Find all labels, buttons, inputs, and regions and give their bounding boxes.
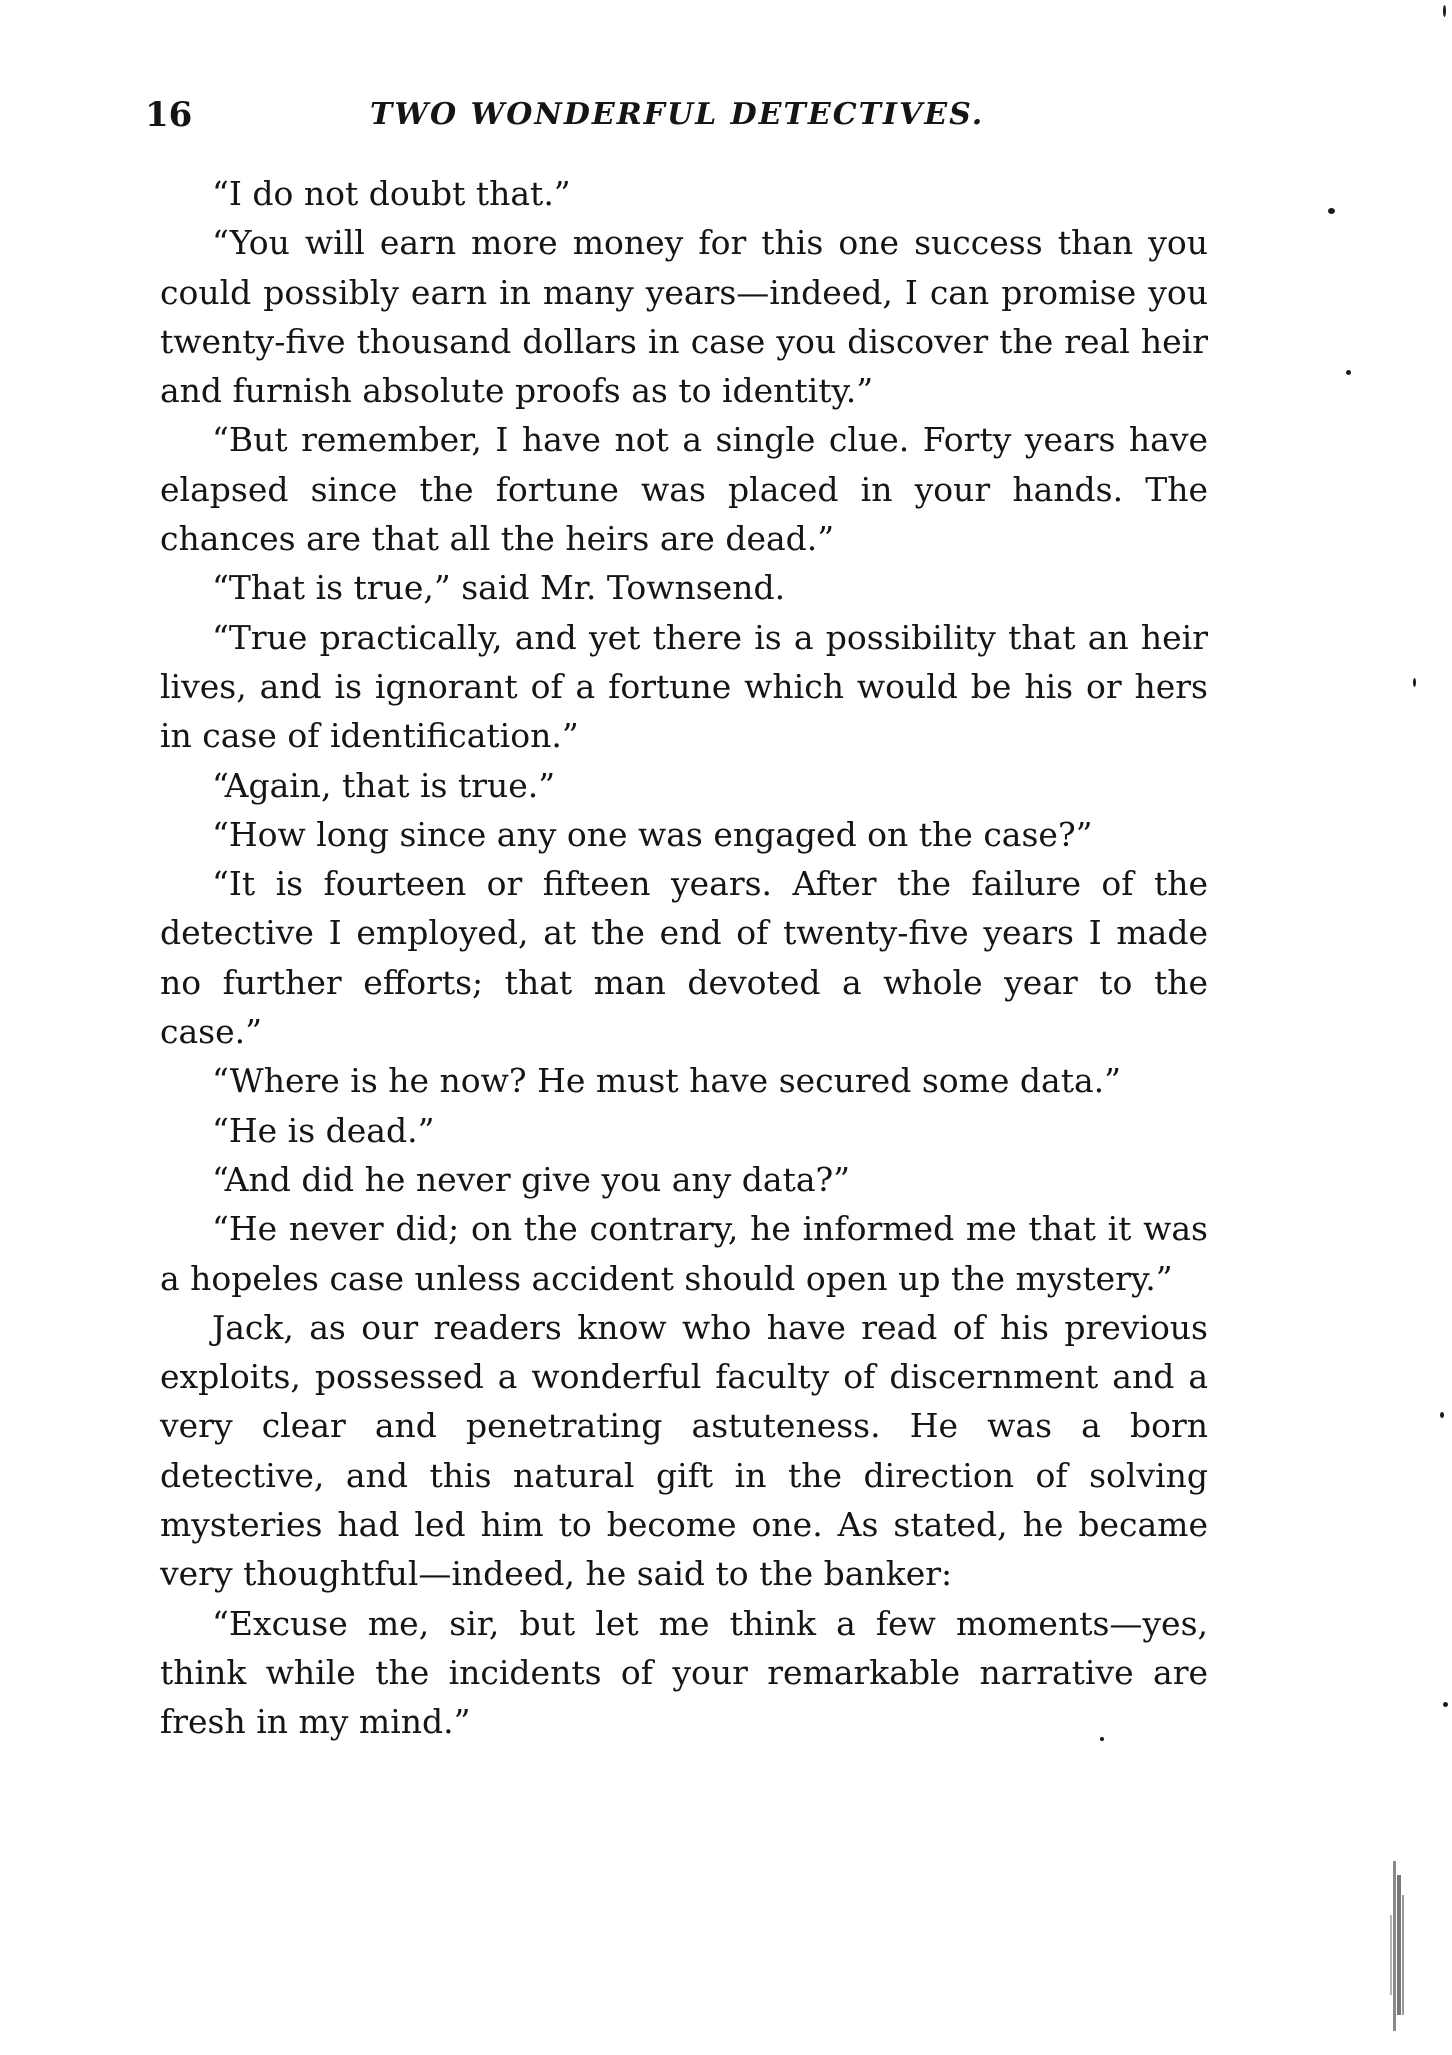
scan-edge-noise (1388, 1855, 1410, 2045)
paragraph: “But remember, I have not a single clue. Forty years have elapsed since the fortune was placed in your hands. The chances are that all the heirs are dead.” (160, 420, 1208, 559)
paragraph: “You will earn more money for this one success than you could possibly earn in many years—indeed, I can promise you twenty-five thousand dollars in case you discover the real heir and furnish absolute proofs as to identity.” (160, 223, 1208, 411)
paragraph: “Again, that is true.” (212, 765, 556, 805)
paragraph: “Where is he now? He must have secured some data.” (212, 1061, 1122, 1101)
scan-speck (1443, 1702, 1448, 1707)
paragraph: “He never did; on the contrary, he informed me that it was a hopeles case unless accident should open up the mystery.” (160, 1209, 1208, 1298)
paragraph: “True practically, and yet there is a possibility that an heir lives, and is ignorant of a fortune which would be his or hers in case of identification.” (160, 617, 1208, 756)
running-title: TWO WONDERFUL DETECTIVES. (370, 97, 985, 132)
scan-speck (1346, 370, 1351, 375)
page-header (145, 95, 1230, 145)
paragraph: “That is true,” said Mr. Townsend. (212, 568, 786, 608)
paragraph: “I do not doubt that.” (212, 174, 571, 213)
scan-speck (1440, 1412, 1444, 1418)
paragraph: “He is dead.” (212, 1110, 435, 1150)
paragraph: Jack, as our readers know who have read of his previous exploits, possessed a wonderful faculty of discernment and a very clear and penetrating astuteness. He was a born detective, and this natural gift in the direction of solving mysteries had led him to become one. As stated, he became very thoughtful—indeed, he said to the banker: (160, 1307, 1208, 1594)
scan-speck (1100, 1737, 1104, 1741)
page-number: 16 (145, 95, 193, 135)
paragraph: “Excuse me, sir, but let me think a few moments—yes, think while the incidents of your remarkable narrative are fresh in my mind.” (160, 1603, 1208, 1742)
scan-speck (1443, 5, 1446, 17)
scan-speck (1413, 678, 1416, 687)
scan-speck (1328, 208, 1335, 214)
paragraph: “And did he never give you any data?” (212, 1159, 851, 1199)
paragraph: “It is fourteen or fifteen years. After the failure of the detective I employed, at the end of twenty-five years I made no further efforts; that man devoted a whole year to the case.” (160, 864, 1208, 1052)
paragraph: “How long since any one was engaged on the case?” (212, 814, 1093, 854)
body-text (160, 169, 1208, 1747)
